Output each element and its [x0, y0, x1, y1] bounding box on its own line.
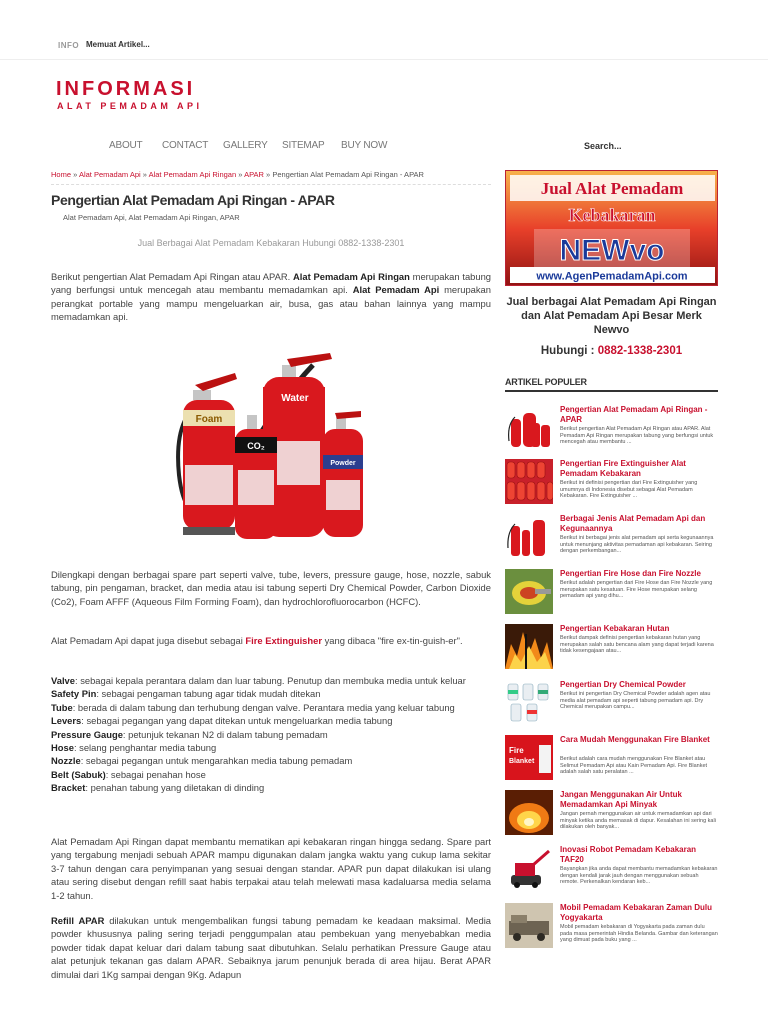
sidebar-promo-text: Jual berbagai Alat Pemadam Api Ringan dan Alat Pemadam Api Besar Merk Newvo: [506, 296, 717, 336]
popular-post-title[interactable]: Pengertian Alat Pemadam Api Ringan - APAR: [560, 405, 708, 424]
post-thumbnail: [505, 790, 553, 835]
list-item: Bracket: penahan tabung yang diletakan di dinding: [51, 782, 265, 794]
banner-brand: NEWvo: [559, 234, 665, 267]
breadcrumb-alat-pemadam-api[interactable]: Alat Pemadam Api: [78, 170, 141, 179]
nav-item-buy-now[interactable]: BUY NOW: [341, 140, 388, 151]
popular-post-excerpt: Bayangkan jika anda dapat membantu memadamkan kebakaran dengan kendali jarak jauh dengan menggunakan sebuah remote. Perkenalkan kendaran keb...: [560, 866, 718, 886]
breadcrumb-separator: »: [71, 170, 79, 179]
popular-post-item[interactable]: [505, 514, 718, 564]
svg-text:Blanket: Blanket: [509, 758, 535, 765]
popular-post-item[interactable]: [505, 903, 718, 953]
banner-line2: Kebakaran: [568, 205, 656, 225]
popular-post-title[interactable]: Pengertian Fire Hose dan Fire Nozzle: [560, 569, 701, 578]
popular-post-item[interactable]: [505, 680, 718, 730]
list-item: Safety Pin: sebagai pengaman tabung agar tidak mudah ditekan: [51, 688, 321, 700]
co2-label: CO₂: [247, 441, 265, 451]
banner-url: www.AgenPemadamApi.com: [536, 270, 688, 283]
info-label: INFO: [58, 41, 80, 50]
main-nav: [0, 138, 768, 160]
popular-post-title[interactable]: Pengertian Fire Extinguisher Alat Pemadam Kebakaran: [560, 459, 686, 478]
post-refill-paragraph: Refill APAR dilakukan untuk mengembalikan fungsi tabung pemadam ke keadaan maksimal. Media powder khususnya paling sering terjadi penggumpalan atau pembekuan yang menyebabkan media powder tidak dapat keluar dari dalam tabung saat dibutuhkan. Selalu perhatikan Pressure Gauge atau alat petunjuk tekanan gas dalam APAR. Sebaiknya jarum penunjuk berada di area hijau. Berat APAR dimulai dari 1Kg sampai dengan 9Kg. Adapun: [51, 915, 491, 980]
post-labels[interactable]: Alat Pemadam Api, Alat Pemadam Api Ringan, APAR: [63, 213, 240, 222]
post-fire-extinguisher-paragraph: Alat Pemadam Api dapat juga disebut sebagai Fire Extinguisher yang dibaca "fire ex-tin-guish-er".: [51, 635, 463, 646]
list-item: Valve: sebagai kepala perantara dalam dan luar tabung. Penutup dan membuka media untuk keluar: [51, 675, 466, 686]
popular-post-excerpt: Berikut adalah pengertian dari Fire Hose dan Fire Nozzle yang merupakan satu kesatuan. Fire Hose merupakan selang pemadam api yang dihu...: [560, 580, 713, 600]
popular-post-excerpt: Berikut pengertian Alat Pemadam Api Ringan atau APAR. Alat Pemadam Api Ringan merupakan tabung yang berfungsi untuk mencegah atau membantu ...: [560, 426, 714, 446]
breadcrumb-current: Pengertian Alat Pemadam Api Ringan - APAR: [272, 170, 424, 179]
post-thumbnail: [505, 903, 553, 948]
water-label: Water: [281, 393, 309, 404]
fire-extinguishers-image: [165, 345, 375, 545]
post-thumbnail: [505, 680, 553, 725]
list-item: Tube: berada di dalam tabung dan terhubung dengan valve. Perantara media yang keluar tabung: [51, 701, 455, 713]
popular-posts-heading: ARTIKEL POPULER: [505, 377, 587, 387]
breadcrumb-home[interactable]: Home: [51, 170, 72, 179]
site-logo-title[interactable]: INFORMASI: [56, 78, 196, 100]
popular-post-title[interactable]: Jangan Menggunakan Air Untuk Memadamkan Api Minyak: [560, 790, 682, 809]
post-thumbnail: [505, 735, 553, 780]
popular-post-excerpt: Mobil pemadam kebakaran di Yogyakarta pada zaman dulu pada masa pemerintah Hindia Belanda. Gambar dan keterangan yang dimuat pada buku yang ...: [560, 924, 718, 944]
foam-label: Foam: [195, 414, 223, 425]
post-thumbnail: [505, 405, 553, 450]
banner-line1: Jual Alat Pemadam: [540, 179, 684, 198]
svg-text:Fire: Fire: [509, 746, 524, 755]
post-refill-intro-paragraph: Alat Pemadam Api Ringan dapat membantu mematikan api kebakaran ringan hingga sedang. Spare part yang tergabung menjadi sebuah APAR mampu digunakan dalam jangka waktu yang cukup lama sekitar 3-7 tahun dengan cara penyimpanan yang sesuai dengan standar. APAR pun dapat dilakukan isi ulang atau sering disebut dengan refill saat habis terpakai atau telah melewati masa kadaluarsa media selama 1-2 tahun.: [51, 836, 491, 901]
post-title: Pengertian Alat Pemadam Api Ringan - APAR: [51, 192, 335, 208]
popular-post-title[interactable]: Pengertian Kebakaran Hutan: [560, 624, 670, 633]
popular-post-title[interactable]: Pengertian Dry Chemical Powder: [560, 680, 686, 689]
post-thumbnail: [505, 514, 553, 559]
popular-post-item[interactable]: [505, 459, 718, 509]
popular-post-item[interactable]: [505, 790, 718, 840]
popular-post-item[interactable]: [505, 569, 718, 619]
post-intro-paragraph: Berikut pengertian Alat Pemadam Api Ringan atau APAR. Alat Pemadam Api Ringan merupakan tabung yang berfungsi untuk mencegah atau membantu memadamkan api. Alat Pemadam Api merupakan perangkat portable yang mampu mengeluarkan air, busa, gas atau bahan lainnya yang mampu memadamkan api.: [51, 271, 492, 323]
popular-post-item[interactable]: [505, 735, 718, 785]
popular-post-item[interactable]: [505, 624, 718, 674]
list-item: Hose: selang penghantar media tabung: [51, 742, 217, 754]
fire-extinguisher-link[interactable]: Fire Extinguisher: [245, 635, 322, 646]
breadcrumb-apar[interactable]: APAR: [244, 170, 264, 179]
popular-post-title[interactable]: Cara Mudah Menggunakan Fire Blanket: [560, 735, 710, 744]
popular-post-title[interactable]: Berbagai Jenis Alat Pemadam Api dan Kegunaannya: [560, 514, 706, 533]
breadcrumb-separator: »: [236, 170, 245, 179]
post-thumbnail: [505, 845, 553, 890]
post-thumbnail: [505, 459, 553, 504]
search-input[interactable]: Search...: [584, 141, 622, 151]
post-spareparts-paragraph: Dilengkapi dengan berbagai spare part seperti valve, tube, levers, pressure gauge, hose, nozzle, sabuk tabung, pin pengaman, bracket, dan media atau isi tabung seperti Dry Chemical Powder, Carbon Dioxide (Co2), Foam AFFF (Aqueous Film Forming Foam), dan hydrochlorofluorocarbon (HCFC).: [51, 569, 491, 607]
post-thumbnail: [505, 624, 553, 669]
popular-post-title[interactable]: Mobil Pemadam Kebakaran Zaman Dulu Yogyakarta: [560, 903, 713, 922]
post-thumbnail: [505, 569, 553, 614]
post-parts-list: [51, 674, 491, 795]
popular-post-item[interactable]: [505, 845, 718, 895]
top-info-bar: [0, 0, 768, 60]
list-item: Pressure Gauge: petunjuk tekanan N2 di dalam tabung pemadam: [51, 728, 328, 740]
nav-item-gallery[interactable]: GALLERY: [223, 140, 268, 151]
popular-post-excerpt: Jangan pernah menggunakan air untuk memadamkan api dari minyak ketika anda memasak di dapur. Kesalahan ini sering kali dilakukan oleh banyak...: [560, 811, 716, 831]
sidebar-ad-banner[interactable]: [505, 170, 718, 286]
post-tagline: Jual Berbagai Alat Pemadam Kebakaran Hubungi 0882-1338-2301: [137, 238, 405, 248]
list-item: Nozzle: sebagai pegangan untuk mengarahkan media tabung pemadam: [51, 755, 353, 767]
breadcrumb-separator: »: [140, 170, 149, 179]
breadcrumb: [51, 170, 491, 185]
hotline-number[interactable]: 0882-1338-2301: [597, 345, 683, 357]
popular-posts-divider: [505, 390, 718, 392]
nav-item-contact[interactable]: CONTACT: [162, 140, 209, 151]
nav-item-about[interactable]: ABOUT: [109, 140, 143, 151]
site-logo-subtitle: ALAT PEMADAM API: [57, 101, 203, 111]
popular-post-excerpt: Berikut dampak definisi pengertian kebakaran hutan yang merupakan salah satu bencana alam yang dapat terjadi karena tidak kesengajaan atau...: [560, 635, 714, 655]
breadcrumb-alat-pemadam-api-ringan[interactable]: Alat Pemadam Api Ringan: [148, 170, 237, 179]
popular-post-title[interactable]: Inovasi Robot Pemadam Kebakaran TAF20: [560, 845, 697, 864]
popular-post-excerpt: Berikut ini berbagai jenis alat pemadam api serta kegunaannya untuk menunjang aktivitas pemadaman api kebakaran. Seiring dengan perkembangan...: [560, 535, 714, 555]
nav-item-sitemap[interactable]: SITEMAP: [282, 140, 325, 151]
powder-label: Powder: [330, 460, 356, 467]
popular-post-excerpt: Berikut ini definisi pengertian dari Fire Extinguisher yang umumnya di Indonesia disebut sebagai Alat Pemadam Kebakaran. Fire Extinguisher ...: [560, 480, 698, 500]
banner-graphic: [506, 171, 718, 286]
popular-post-item[interactable]: [505, 405, 718, 455]
info-ticker-text[interactable]: Memuat Artikel...: [86, 40, 150, 49]
breadcrumb-separator: »: [263, 170, 273, 179]
popular-post-excerpt: Berikut ini pengertian Dry Chemical Powder adalah agen atau media alat pemadam api seperti tabung pemadam api. Dry Chemical merupakan campu...: [560, 691, 711, 711]
list-item: Levers: sebagai pegangan yang dapat ditekan untuk mengeluarkan media tabung: [51, 715, 393, 727]
popular-post-excerpt: Berikut adalah cara mudah menggunakan Fire Blanket atau Selimut Pemadam Api atau Kain Pemadam Api. Fire Blanket adalah salah satu peralatan ...: [560, 756, 708, 776]
list-item: Belt (Sabuk): sebagai penahan hose: [51, 768, 206, 780]
sidebar-hotline: Hubungi : 0882-1338-2301: [540, 345, 683, 357]
